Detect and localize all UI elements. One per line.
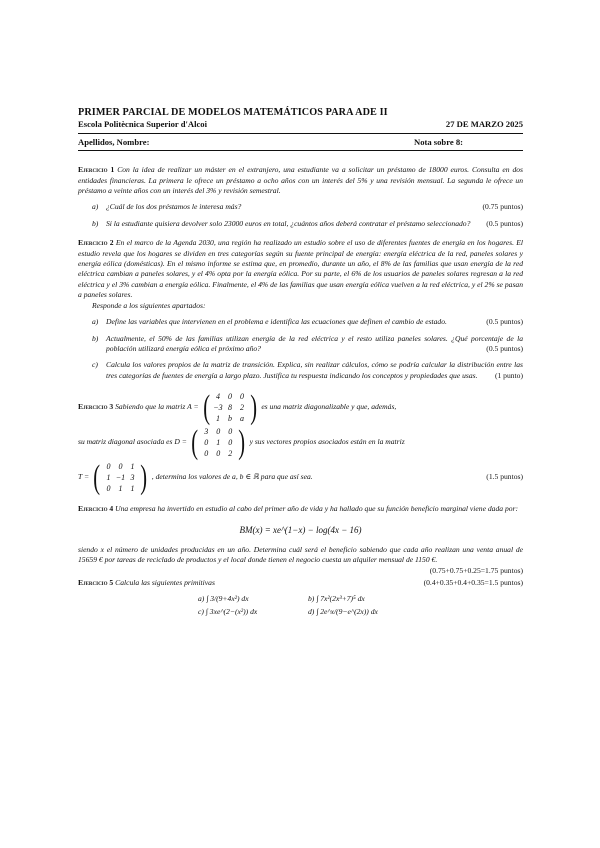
- question-text: ¿Cuál de los dos préstamos le interesa más?: [106, 202, 242, 212]
- header-row: [78, 119, 523, 129]
- matrix-cell: 0: [216, 449, 221, 459]
- matrix-cell: 0: [106, 462, 111, 472]
- exercise-label: Ejercicio 4: [78, 504, 114, 514]
- integral-d: d) ∫ 2e^x/(9−e^(2x)) dx: [308, 606, 378, 616]
- question-2a: a) Define las variables que intervienen en el problema e identifica las ecuaciones que definen el cambio de estado. (0.5 puntos): [92, 317, 523, 327]
- matrix-a: ( 4 0 0 −3 8 2 1 b a ): [202, 388, 258, 426]
- matrix-cell: b: [227, 414, 232, 424]
- points: (0.75 puntos): [482, 202, 523, 212]
- matrix-cell: 1: [130, 462, 135, 472]
- points: (0.5 puntos): [486, 343, 523, 353]
- matrix-cell: 1: [215, 414, 220, 424]
- matrix-cell: 4: [215, 392, 220, 402]
- matrix-cell: −1: [115, 473, 126, 483]
- exercise-5: [78, 578, 523, 588]
- matrix-d: ( 3 0 0 0 1 0 0 0 2 ): [191, 423, 246, 461]
- exercise-intro: Responde a los siguientes apartados:: [92, 300, 206, 310]
- question-1a: a) ¿Cuál de los dos préstamos le interesa más? (0.75 puntos): [92, 202, 523, 212]
- matrix-cell: 0: [228, 438, 233, 448]
- matrix-cell: 2: [239, 403, 244, 413]
- exercise-text: Con la idea de realizar un máster en el extranjero, una estudiante va a solicitar un préstamo de 18000 euros. Consulta en dos entidades financieras. La primera le ofrece un préstamo a ocho años con un interés del 5% y una revisión mensual. La segunda le ofrece un préstamo a veinte años con un interés del 3% y revisión semestral.: [78, 165, 523, 196]
- exercise-text: siendo x el número de unidades producidas en un año. Determina cuál será el beneficio sabiendo que cada año realizan una venta anual de 15659 € por tareas de reciclado de productos y el local donde tienen el negocio cuesta un alquiler mensual de 1150 €.: [78, 544, 523, 565]
- question-2c: c) Calcula los valores propios de la matriz de transición. Explica, sin realizar cálculos, cómo se podría calcular la distribución entre las tres categorías de fuentes de energía a largo plazo. Justifica tu respuesta indicando los conceptos y propiedades que usas. (1 punto): [92, 360, 523, 380]
- matrix-cell: 0: [227, 392, 232, 402]
- integral-a: a) ∫ 3/(9+4x²) dx: [198, 594, 249, 604]
- points: (0.75+0.75+0.25=1.75 puntos): [429, 565, 523, 575]
- question-text: Actualmente, el 50% de las familias utilizan energía de la red eléctrica y el resto utiliza paneles solares. ¿Qué porcentaje de la población utilizará energía eólica el próximo año?: [106, 333, 523, 353]
- matrix-cell: 0: [118, 462, 123, 472]
- matrix-cell: 1: [106, 473, 111, 483]
- integral-c: c) ∫ 3xe^(2−(x²)) dx: [198, 606, 258, 616]
- exercise-text: T =: [78, 472, 90, 482]
- grade-label: Nota sobre 8:: [413, 136, 463, 147]
- integrals: [198, 594, 523, 617]
- exercise-label: Ejercicio 2: [78, 238, 114, 248]
- question-2b: b) Actualmente, el 50% de las familias utilizan energía de la red eléctrica y el resto utiliza paneles solares. ¿Qué porcentaje de la población utilizará energía eólica el próximo año? (0.5 puntos): [92, 333, 523, 353]
- points: (0.4+0.35+0.4+0.35=1.5 puntos): [423, 577, 523, 587]
- matrix-cell: 1: [118, 484, 123, 494]
- exercise-text: y sus vectores propios asociados están en la matriz: [249, 437, 405, 447]
- matrix-cell: 3: [204, 427, 209, 437]
- exercise-label: Ejercicio 5: [78, 577, 114, 587]
- points: (0.5 puntos): [486, 317, 523, 327]
- question-1b: b) Si la estudiante quisiera devolver solo 23000 euros en total, ¿cuántos años deberá contratar el préstamo seleccionado? (0.5 puntos): [92, 218, 523, 228]
- matrix-cell: 0: [228, 427, 233, 437]
- exercise-text: es una matriz diagonalizable y que, además,: [261, 402, 397, 412]
- matrix-cell: 8: [227, 403, 232, 413]
- question-text: Define las variables que intervienen en el problema e identifica las ecuaciones que definen el cambio de estado.: [106, 317, 447, 327]
- matrix-cell: 0: [239, 392, 244, 402]
- divider: [78, 133, 523, 134]
- exercise-4: [78, 504, 523, 514]
- matrix-cell: 0: [204, 438, 209, 448]
- exam-date: 27 DE MARZO 2025: [445, 119, 523, 130]
- exercise-3: [78, 388, 523, 496]
- points: (0.5 puntos): [486, 218, 523, 228]
- formula: BM(x) = xe^(1−x) − log(4x − 16): [239, 524, 362, 535]
- matrix-cell: a: [239, 414, 244, 424]
- matrix-cell: 0: [106, 484, 111, 494]
- integral-b: b) ∫ 7x²(2x³+7)⁵ dx: [308, 594, 365, 604]
- points: (1.5 puntos): [486, 472, 523, 482]
- exercise-2: [78, 238, 523, 311]
- school-name: Escola Politècnica Superior d'Alcoi: [78, 119, 207, 130]
- matrix-cell: 1: [130, 484, 135, 494]
- points: (1 punto): [494, 370, 523, 380]
- exercise-text: su matriz diagonal asociada es D =: [78, 437, 187, 447]
- exam-page: [78, 108, 523, 617]
- matrix-cell: 0: [204, 449, 209, 459]
- exercise-text: Sabiendo que la matriz A =: [115, 402, 199, 412]
- exercise-text: Una empresa ha invertido en estudio al cabo del primer año de vida y ha hallado que su función beneficio marginal viene dada por:: [115, 504, 519, 514]
- student-row: [78, 137, 523, 147]
- exercise-text: , determina los valores de a, b ∈ ℝ para que así sea.: [151, 472, 313, 482]
- exercise-text: Calcula las siguientes primitivas: [115, 577, 215, 587]
- matrix-cell: −3: [213, 403, 223, 413]
- exercise-label: Ejercicio 3: [78, 402, 114, 412]
- matrix-cell: 3: [130, 473, 135, 483]
- divider: [78, 150, 523, 151]
- exercise-1: [78, 165, 523, 196]
- matrix-cell: 0: [216, 427, 221, 437]
- matrix-cell: 2: [228, 449, 233, 459]
- question-text: Si la estudiante quisiera devolver solo 23000 euros en total, ¿cuántos años deberá contratar el préstamo seleccionado?: [106, 218, 471, 228]
- exam-title: PRIMER PARCIAL DE MODELOS MATEMÁTICOS PARA ADE II: [78, 107, 388, 118]
- exercise-text: En el marco de la Agenda 2030, una región ha realizado un estudio sobre el uso de diferentes fuentes de energía en los hogares. El estudio revela que los hogares se dividen en tres categorías según su fuente principal de energía: energía eléctrica de la red, paneles solares y energía eólica (domésticas). En el mismo informe se estima que, en promedio, durante un año, el 8% de las familias que usan energía de la red eléctrica cambian a paneles solares, y el 4% opta por la energía eólica. Por su parte, el 6% de los usuarios de paneles solares regresan a la red eléctrica y el 3% cambian a energía eólica. Finalmente, el 4% de las familias que usan energía eólica vuelven a la red eléctrica, y el 2% se pasan a paneles solares.: [78, 238, 523, 300]
- name-label: Apellidos, Nombre:: [78, 136, 150, 147]
- matrix-cell: 1: [216, 438, 221, 448]
- exercise-4-cont: [78, 544, 523, 575]
- matrix-t: ( 0 0 1 1 −1 3 0 1 1 ): [93, 458, 148, 496]
- question-text: Calcula los valores propios de la matriz de transición. Explica, sin realizar cálculos, cómo se podría calcular la distribución entre las tres categorías de fuentes de energía a largo plazo. Justifica tu respuesta indicando los conceptos y propiedades que usas.: [106, 360, 523, 380]
- exercise-label: Ejercicio 1: [78, 165, 115, 175]
